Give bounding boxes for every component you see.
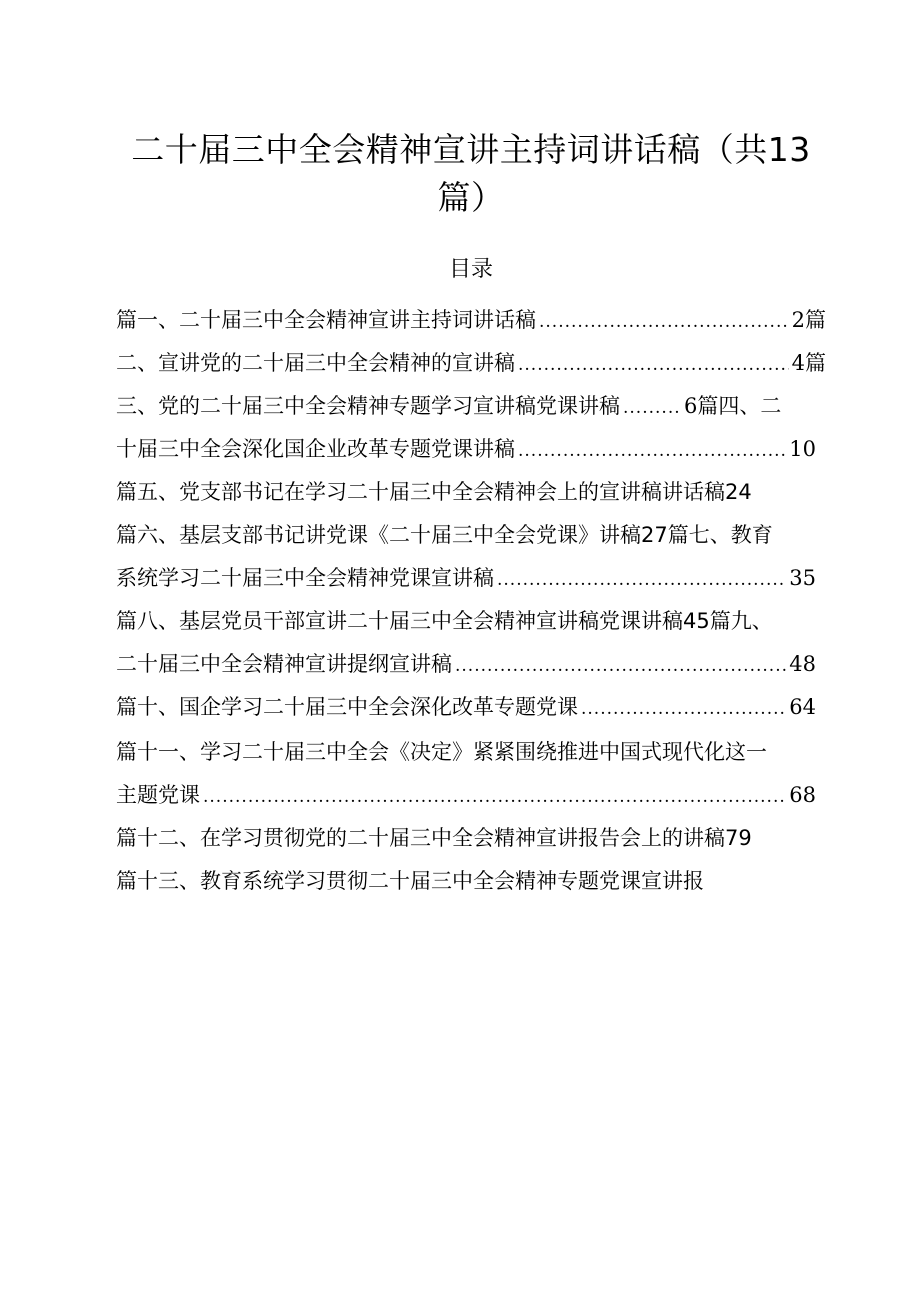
toc-heading: 目录 xyxy=(448,257,493,282)
toc-entry-text: 篇五、党支部书记在学习二十届三中全会精神会上的宣讲稿讲话稿24 xyxy=(116,480,752,504)
toc-entry-tail: 篇 xyxy=(805,351,826,375)
toc-entry-text: 十届三中全会深化国企业改革专题党课讲稿 xyxy=(116,437,515,461)
toc-entry[interactable] xyxy=(116,562,816,594)
toc-leader-dots xyxy=(539,308,789,336)
toc-entry-text: 系统学习二十届三中全会精神党课宣讲稿 xyxy=(116,566,494,590)
toc-leader-dots xyxy=(518,437,786,465)
toc-entry-text: 篇十三、教育系统学习贯彻二十届三中全会精神专题党课宣讲报 xyxy=(116,869,704,893)
toc-entry-text: 篇一、二十届三中全会精神宣讲主持词讲话稿 xyxy=(116,308,536,332)
toc-entry[interactable] xyxy=(116,779,816,811)
toc-entry[interactable] xyxy=(116,433,816,465)
toc-entry-text: 篇十一、学习二十届三中全会《决定》紧紧围绕推进中国式现代化这一 xyxy=(116,740,767,764)
toc-entry[interactable] xyxy=(116,304,826,336)
toc-entry-text: 篇六、基层支部书记讲党课《二十届三中全会党课》讲稿27篇七、教育 xyxy=(116,523,773,547)
document-title-line-1: 二十届三中全会精神宣讲主持词讲话稿（共13 xyxy=(131,130,811,169)
toc-page-number: 68 xyxy=(789,783,816,807)
toc-entry[interactable] xyxy=(116,605,826,637)
toc-entry[interactable] xyxy=(116,865,826,897)
toc-entry-text: 篇十二、在学习贯彻党的二十届三中全会精神宣讲报告会上的讲稿79 xyxy=(116,826,752,850)
toc-leader-dots xyxy=(518,351,789,379)
toc-page-number: 35 xyxy=(789,566,816,590)
toc-entry-text: 二十届三中全会精神宣讲提纲宣讲稿 xyxy=(116,652,452,676)
toc-entry-text: 三、党的二十届三中全会精神专题学习宣讲稿党课讲稿 xyxy=(116,394,620,418)
toc-page-number: 6 xyxy=(684,394,698,418)
toc-leader-dots xyxy=(455,652,786,680)
toc-page-number: 2 xyxy=(791,308,805,332)
toc-leader-dots xyxy=(623,394,681,422)
document-title-line-2: 篇） xyxy=(437,178,505,217)
toc-entry[interactable] xyxy=(116,691,816,723)
toc-entry-tail: 篇 xyxy=(805,308,826,332)
toc-entry[interactable] xyxy=(116,476,826,508)
toc-entry-text: 二、宣讲党的二十届三中全会精神的宣讲稿 xyxy=(116,351,515,375)
toc-leader-dots xyxy=(203,783,786,811)
toc-entry[interactable] xyxy=(116,736,826,768)
toc-entry-text: 主题党课 xyxy=(116,783,200,807)
toc-entry[interactable] xyxy=(116,519,826,551)
toc-page-number: 64 xyxy=(789,695,816,719)
toc-page-number: 10 xyxy=(789,437,816,461)
toc-entry-tail: 篇四、二 xyxy=(697,394,782,418)
toc-page-number: 48 xyxy=(789,652,816,676)
toc-page-number: 4 xyxy=(791,351,805,375)
toc-entry-text: 篇八、基层党员干部宣讲二十届三中全会精神宣讲稿党课讲稿45篇九、 xyxy=(116,609,773,633)
toc-entry-text: 篇十、国企学习二十届三中全会深化改革专题党课 xyxy=(116,695,578,719)
toc-entry[interactable] xyxy=(116,648,816,680)
toc-entry[interactable] xyxy=(116,822,826,854)
toc-entry[interactable] xyxy=(116,390,826,422)
toc-leader-dots xyxy=(581,695,786,723)
toc-leader-dots xyxy=(497,566,786,594)
toc-entry[interactable] xyxy=(116,347,826,379)
